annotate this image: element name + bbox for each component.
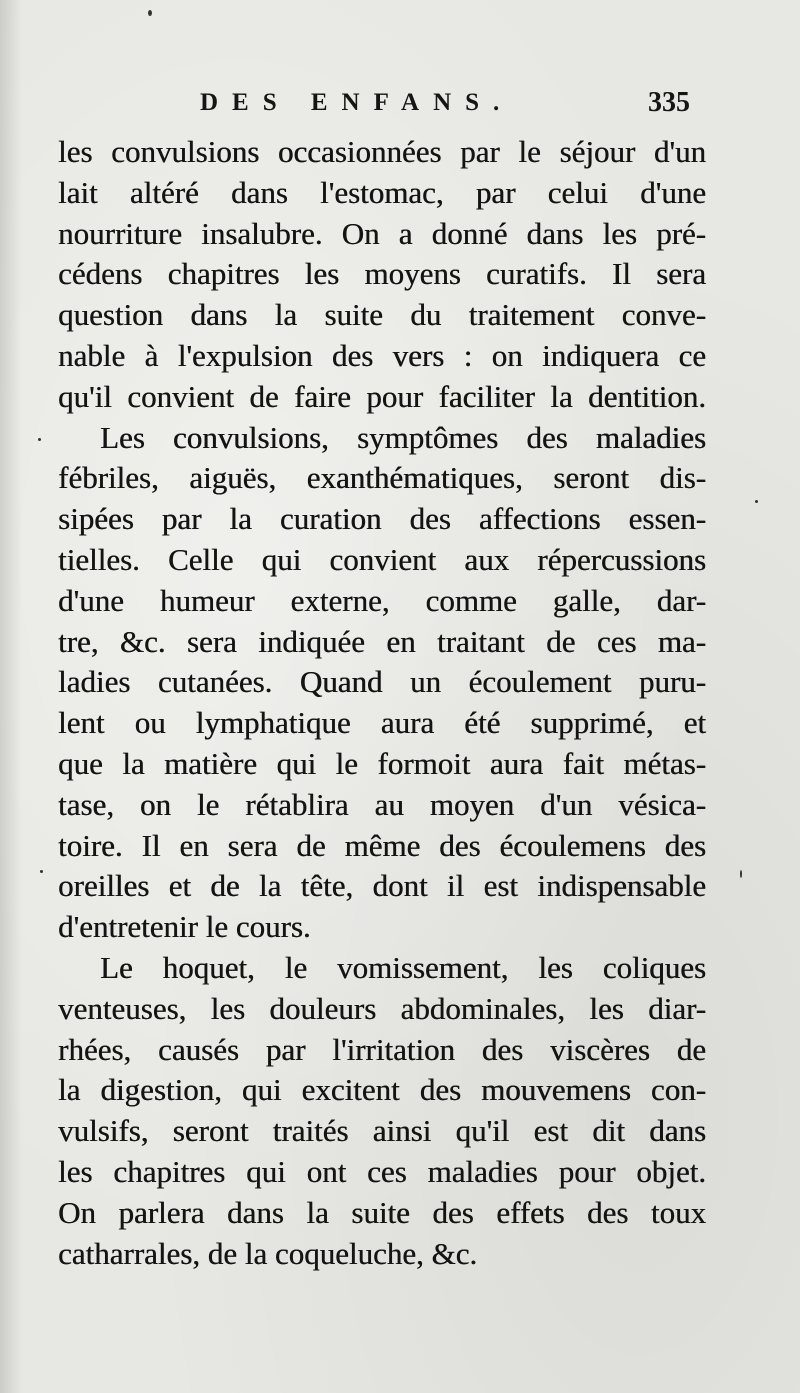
text-line: d'une humeur externe, comme galle, dar- xyxy=(58,582,706,618)
text-line: les convulsions occasionnées par le séjour d'un xyxy=(58,134,706,169)
text-line: d'entretenir le cours. xyxy=(58,909,311,945)
scan-speck xyxy=(40,870,43,873)
text-line: lait altéré dans l'estomac, par celui d'une xyxy=(58,174,706,210)
text-line: la digestion, qui excitent des mouvemens con- xyxy=(58,1072,706,1108)
text-line: fébriles, aiguës, exanthématiques, seront dis- xyxy=(58,460,706,496)
text-line: toire. Il en sera de même des écoulemens des xyxy=(58,827,706,863)
text-line: ladies cutanées. Quand un écoulement puru- xyxy=(58,664,706,700)
page-edge-shadow xyxy=(0,0,22,1393)
body-text xyxy=(58,132,706,1274)
text-line: tielles. Celle qui convient aux répercussions xyxy=(58,541,706,577)
text-line: question dans la suite du traitement conve- xyxy=(58,297,706,333)
text-line: tre, &c. sera indiquée en traitant de ces ma- xyxy=(58,623,706,659)
text-line: qu'il convient de faire pour faciliter la dentition. xyxy=(58,378,706,414)
scan-speck xyxy=(755,500,758,503)
text-line: vulsifs, seront traités ainsi qu'il est dit dans xyxy=(58,1113,706,1149)
text-line: rhées, causés par l'irritation des viscères de xyxy=(58,1031,706,1067)
text-line: Les convulsions, symptômes des maladies xyxy=(100,419,706,455)
text-line: tase, on le rétablira au moyen d'un vésica- xyxy=(58,786,706,822)
page-number: 335 xyxy=(648,87,690,118)
text-line: catharrales, de la coqueluche, &c. xyxy=(58,1235,478,1271)
scan-speck xyxy=(740,870,742,878)
text-line: nable à l'expulsion des vers : on indiquera ce xyxy=(58,337,706,373)
scan-speck xyxy=(148,10,152,16)
text-line: venteuses, les douleurs abdominales, les diar- xyxy=(58,990,706,1026)
text-line: sipées par la curation des affections essen- xyxy=(58,501,706,537)
running-head: DES ENFANS. xyxy=(200,89,514,116)
scan-speck xyxy=(38,438,41,441)
text-line: que la matière qui le formoit aura fait métas- xyxy=(58,745,706,781)
text-line: On parlera dans la suite des effets des toux xyxy=(58,1194,706,1230)
text-line: lent ou lymphatique aura été supprimé, et xyxy=(58,705,706,741)
text-line: oreilles et de la tête, dont il est indispensable xyxy=(58,868,706,904)
text-line: cédens chapitres les moyens curatifs. Il sera xyxy=(58,256,706,292)
text-line: nourriture insalubre. On a donné dans les pré- xyxy=(58,215,706,251)
text-line: Le hoquet, le vomissement, les coliques xyxy=(100,949,706,985)
text-line: les chapitres qui ont ces maladies pour objet. xyxy=(58,1153,706,1189)
page-header xyxy=(200,86,690,126)
